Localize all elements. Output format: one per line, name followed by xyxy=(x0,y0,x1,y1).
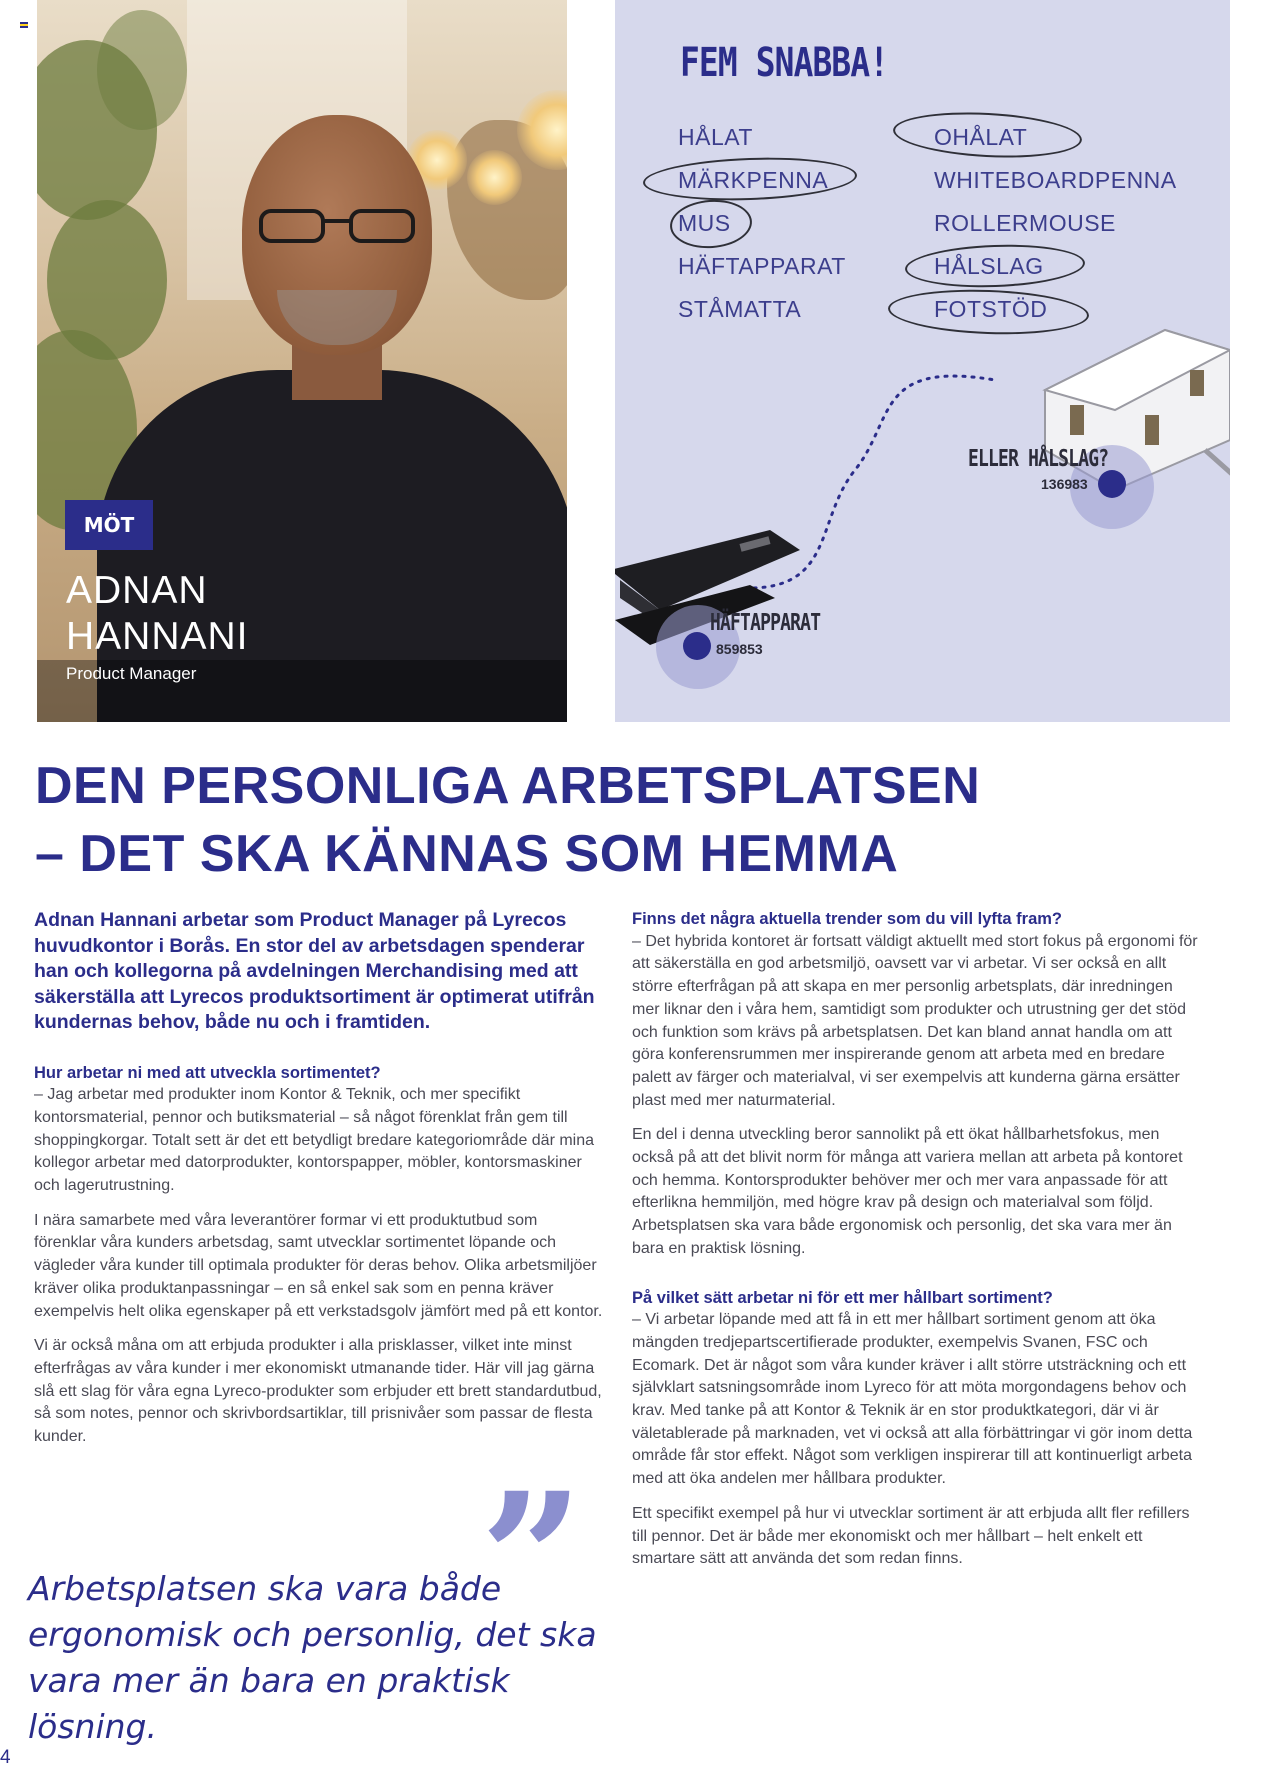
quiz-word-right-3: ROLLERMOUSE xyxy=(934,210,1116,236)
article-lead: Adnan Hannani arbetar som Product Manager på Lyrecos huvudkontor i Borås. En stor del av arbetsdagen spenderar han och kollegorna på avdelningen Merchandising med att säkerställa att Lyrecos produktsortiment är optimerat utifrån kundernas behov, både nu och i framtiden. xyxy=(34,909,595,1033)
article-column-left xyxy=(34,908,604,1461)
stapler-label: HÄFTAPPARAT xyxy=(710,610,821,636)
meet-badge: MÖT xyxy=(65,500,153,550)
quiz-word-right-4: HÅLSLAG xyxy=(934,253,1044,279)
question-heading-2: Finns det några aktuella trender som du vill lyfta fram? xyxy=(632,910,1063,928)
quiz-word-right-1: OHÅLAT xyxy=(934,124,1028,150)
question-heading-1: Hur arbetar ni med att utveckla sortimentet? xyxy=(34,1063,381,1082)
puncher-code: 136983 xyxy=(1041,476,1088,492)
answer-2-paragraph-1: – Det hybrida kontoret är fortsatt väldigt aktuellt med stort fokus på ergonomi för att säkerställa en god arbetsmiljö, oavsett var vi arbetar. Vi ser också en allt större efterfrågan på att skapa en mer personlig arbetsplats, där inredningen mer liknar den i våra hem, samtidigt som produkter och utrustning ger det stöd och funktion som krävs på arbetsplatsen. Det kan bland annat handla om att göra konferensrummen mer inspirerande genom att arbeta med en bredare palett av färger och materialval, vi ser exempelvis att kunderna gärna ersätter plast med mer naturmaterial. xyxy=(632,932,1198,1109)
article-column-right xyxy=(632,908,1202,1583)
answer-3-paragraph-1: – Vi arbetar löpande med att få in ett mer hållbart sortiment genom att öka mängden tredjepartscertifierade produkter, exempelvis Svanen, FSC och Ecomark. Det är något som våra kunder kräver i allt större utsträckning och ett självklart satsningsområde inom Lyreco för att möta morgondagens behov och krav. Med tanke på att Kontor & Teknik är en stor produktkategori, där vi är väletablerade på marknaden, vet vi också att alla förbättringar vi gör inom detta område får stor effekt. Något som verkligen inspirerar till att kontinuerligt arbeta med att öka andelen mer hållbara produkter. xyxy=(632,1311,1193,1488)
stapler-code: 859853 xyxy=(716,641,763,657)
pull-quote: Arbetsplatsen ska vara både ergonomisk och personlig, det ska vara mer än bara en praktisk lösning. xyxy=(28,1569,597,1746)
person-role: Product Manager xyxy=(66,664,197,683)
product-dot-stapler-center xyxy=(683,632,711,660)
question-heading-3: På vilket sätt arbetar ni för ett mer hållbart sortiment? xyxy=(632,1288,1053,1307)
quiz-word-left-3: MUS xyxy=(678,210,731,236)
page-title: DEN PERSONLIGA ARBETSPLATSEN – DET SKA KÄNNAS SOM HEMMA xyxy=(35,757,981,883)
answer-1-paragraph-3: Vi är också måna om att erbjuda produkter i alla prisklasser, vilket inte minst efterfrågas av våra kunder i mer ekonomiskt utmanande tider. Här vill jag gärna slå ett slag för våra egna Lyreco-produkter som erbjuder ett brett standardutbud, så som notes, pennor och skrivbordsartiklar, till prisnivåer som passar de flesta kunder. xyxy=(34,1337,602,1446)
product-dot-puncher-center xyxy=(1098,470,1126,498)
quote-mark-icon: ” xyxy=(480,1454,584,1665)
answer-3-paragraph-2: Ett specifikt exempel på hur vi utvecklar sortiment är att erbjuda allt fler refillers till pennor. Det är både mer ekonomiskt och mer hållbart – helt enkelt ett smartare sätt att använda det som redan finns. xyxy=(632,1504,1190,1568)
quiz-title: FEM SNABBA! xyxy=(680,40,889,86)
puncher-label: ELLER HÅLSLAG? xyxy=(968,446,1109,472)
answer-1-paragraph-1: – Jag arbetar med produkter inom Kontor & Teknik, och mer specifikt kontorsmaterial, pennor och butiksmaterial – så något förenklat från gem till shoppingkorgar. Totalt sett är det ett betydligt bredare kategoriområde där mina kollegor arbetar med datorprodukter, kontorspapper, möbler, kontorsmaskiner och lagerutrustning. xyxy=(34,1086,595,1195)
person-name: ADNAN HANNANI xyxy=(66,569,249,658)
quiz-word-right-5: FOTSTÖD xyxy=(934,296,1048,322)
quiz-word-left-2: MÄRKPENNA xyxy=(678,167,829,193)
quiz-word-left-4: HÄFTAPPARAT xyxy=(678,253,846,279)
flag-icon xyxy=(20,22,28,28)
page-number: 4 xyxy=(0,1747,11,1768)
quiz-word-left-1: HÅLAT xyxy=(678,124,753,150)
answer-2-paragraph-2: En del i denna utveckling beror sannolikt på ett ökat hållbarhetsfokus, men också på att det blivit norm för många att variera mellan att arbeta på kontoret och hemma. Kontorsprodukter behöver mer och mer vara anpassade för att efterlikna hemmiljön, med högre krav på design och materialval som följd. Arbetsplatsen ska vara både ergonomisk och personlig, det ska vara mer än bara en praktisk lösning. xyxy=(632,1126,1183,1257)
quiz-word-right-2: WHITEBOARDPENNA xyxy=(934,167,1177,193)
quiz-word-left-5: STÅMATTA xyxy=(678,296,802,322)
answer-1-paragraph-2: I nära samarbete med våra leverantörer formar vi ett produktutbud som förenklar våra kunders arbetsdag, samt utvecklar sortimentet löpande och vägleder våra kunder till optimala produkter för deras behov. Olika arbetsmiljöer kräver olika produktanpassningar – en så enkel sak som en penna kräver exempelvis helt olika egenskaper på ett verkstadsgolv jämfört med på ett kontor. xyxy=(34,1211,603,1320)
